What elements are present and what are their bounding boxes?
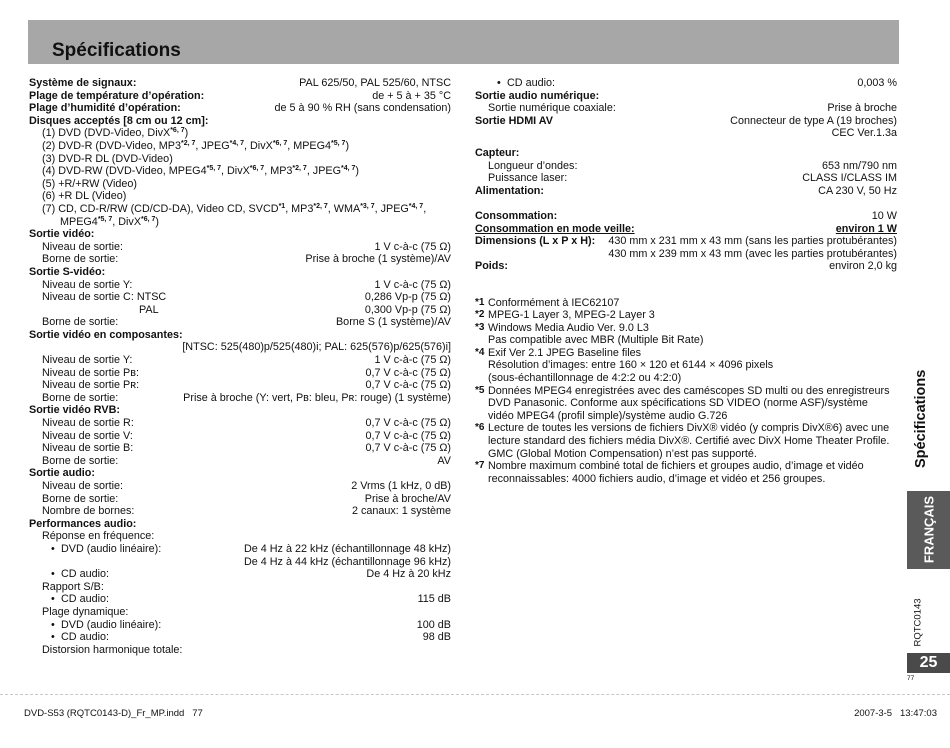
spec-row: Niveau de sortie Pʀ: 0,7 V c-à-c (75 Ω)	[42, 379, 451, 392]
spec-heading: Disques acceptés [8 cm ou 12 cm]:	[29, 114, 209, 127]
footnote-cont: Résolution d’images: entre 160 × 120 et 6144 × 4096 pixels	[488, 359, 774, 372]
footnote: *7 Nombre maximum combiné total de fichiers et groupes audio, d’image et vidéo	[475, 460, 864, 473]
page-title: Spécifications	[52, 40, 181, 61]
title-banner	[28, 20, 899, 64]
spec-row: Plage dynamique:	[42, 605, 129, 618]
footnote-cont: reconnaissables: 4000 fichiers audio, d’image et vidéo et 256 groupes.	[488, 472, 826, 485]
footnote: *6 Lecture de toutes les versions de fichiers DivX® vidéo (y compris DivX®6) avec une	[475, 422, 890, 435]
bullet-icon: •	[51, 542, 55, 555]
spec-row: Plage de température d’opération: de + 5 à + 35 °C	[29, 89, 451, 102]
spec-row: Niveau de sortie R: 0,7 V c-à-c (75 Ω)	[42, 417, 451, 430]
disc-item: (5) +R/+RW (Video)	[42, 177, 138, 190]
spec-row: Sortie HDMI AV Connecteur de type A (19 broches)	[475, 114, 897, 127]
page-number: 25	[907, 653, 950, 673]
spec-row: Longueur d’ondes: 653 nm/790 nm	[488, 159, 897, 172]
spec-row: Plage d’humidité d’opération: de 5 à 90 % RH (sans condensation)	[29, 102, 451, 115]
spec-row: • CD audio: 98 dB	[51, 631, 451, 644]
spec-row: Alimentation: CA 230 V, 50 Hz	[475, 184, 897, 197]
spec-row: • CD audio: De 4 Hz à 20 kHz	[51, 568, 451, 581]
spec-row: Niveau de sortie Pʙ: 0,7 V c-à-c (75 Ω)	[42, 366, 451, 379]
spec-row: Consommation en mode veille: environ 1 W	[475, 222, 897, 235]
spec-row: Niveau de sortie Y: 1 V c-à-c (75 Ω)	[42, 354, 451, 367]
footnotes	[475, 297, 897, 486]
footnote-cont: GMC (Global Motion Compensation) n’est pas supporté.	[488, 447, 757, 460]
spec-row: Niveau de sortie: 1 V c-à-c (75 Ω)	[42, 240, 451, 253]
disc-item-cont: MPEG4$^{*5, 7}$, DivX$^{*6, 7}$)	[60, 215, 160, 228]
footnote: *3 Windows Media Audio Ver. 9.0 L3	[475, 321, 649, 334]
right-column	[475, 77, 897, 485]
disc-item: (3) DVD-R DL (DVD-Video)	[42, 152, 173, 165]
section-tab-label: Spécifications	[913, 369, 929, 468]
footnote-cont: Pas compatible avec MBR (Multiple Bit Rate)	[488, 334, 704, 347]
spec-row: [NTSC: 525(480)p/525(480)i; PAL: 625(576)p/625(576)i]	[182, 341, 451, 354]
footnote: *1 Conformément à IEC62107	[475, 296, 620, 309]
footnote: *4 Exif Ver 2.1 JPEG Baseline files	[475, 346, 642, 359]
bullet-icon: •	[497, 77, 501, 89]
footnote-cont: vidéo MPEG4 (profil simple)/système audio G.726	[488, 409, 728, 422]
spec-row: Niveau de sortie Y: 1 V c-à-c (75 Ω)	[42, 278, 451, 291]
spec-row: Distorsion harmonique totale:	[42, 643, 183, 656]
spec-row: Borne de sortie: Borne S (1 système)/AV	[42, 316, 451, 329]
left-column	[29, 77, 451, 656]
spec-row: Puissance laser: CLASS I/CLASS IM	[488, 172, 897, 185]
spec-row: Borne de sortie: Prise à broche/AV	[42, 492, 451, 505]
disc-item: (2) DVD-R (DVD-Video, MP3$^{*2, 7}$, JPEG$^{*4, 7}$, DivX$^{*6, 7}$, MPEG4$^{*5, 7}$)	[42, 139, 350, 152]
spec-row: 430 mm x 239 mm x 43 mm (avec les parties protubérantes)	[608, 247, 897, 260]
language-tab: FRANÇAIS	[907, 491, 950, 569]
disc-item: (7) CD, CD-R/RW (CD/CD-DA), Video CD, SVCD$^{*1}$, MP3$^{*2, 7}$, WMA$^{*3, 7}$, JPEG$^{*4, 7}$,	[42, 202, 427, 215]
spec-row: Niveau de sortie B: 0,7 V c-à-c (75 Ω)	[42, 442, 451, 455]
disc-item: (4) DVD-RW (DVD-Video, MPEG4$^{*5, 7}$, DivX$^{*6, 7}$, MP3$^{*2, 7}$, JPEG$^{*4, 7}$)	[42, 165, 360, 178]
spec-row: Système de signaux: PAL 625/50, PAL 525/60, NTSC	[29, 77, 451, 89]
spec-heading: Capteur:	[475, 146, 520, 159]
small-page-number: 77	[907, 675, 915, 682]
spec-row: Consommation: 10 W	[475, 209, 897, 222]
spec-heading: Sortie vidéo en composantes:	[29, 328, 183, 341]
bullet-icon: •	[51, 593, 55, 606]
spec-row: Nombre de bornes: 2 canaux: 1 système	[42, 505, 451, 518]
spec-row: Borne de sortie: AV	[42, 454, 451, 467]
footnote-cont: DVD Panasonic. Conforme aux spécifications SD VIDEO (norme ASF)/système	[488, 397, 868, 410]
footnote-cont: (sous-échantillonnage de 4:2:2 ou 4:2:0)	[488, 372, 682, 385]
spec-row: Niveau de sortie C: NTSC 0,286 Vp-p (75 Ω)	[42, 291, 451, 304]
spec-row: De 4 Hz à 44 kHz (échantillonnage 96 kHz)	[243, 555, 451, 568]
spec-row: • DVD (audio linéaire): 100 dB	[51, 618, 451, 631]
disc-item: (1) DVD (DVD-Video, DivX$^{*6, 7}$)	[42, 127, 189, 140]
spec-heading: Performances audio:	[29, 517, 137, 530]
spec-row: Réponse en fréquence:	[42, 530, 155, 543]
spec-row: Borne de sortie: Prise à broche (1 système)/AV	[42, 253, 451, 266]
spec-row: Niveau de sortie V: 0,7 V c-à-c (75 Ω)	[42, 429, 451, 442]
spec-heading: Sortie vidéo:	[29, 228, 95, 241]
spec-row: Rapport S/B:	[42, 580, 104, 593]
footnote: *2 MPEG-1 Layer 3, MPEG-2 Layer 3	[475, 309, 655, 322]
footnote-cont: lecture standard des fichiers média DivX®. Certifié avec DivX Home Theater Profile.	[488, 435, 890, 448]
bullet-icon: •	[51, 618, 55, 631]
spec-row: PAL 0,300 Vp-p (75 Ω)	[139, 303, 451, 316]
spec-row: • CD audio: 115 dB	[51, 593, 451, 606]
spec-row: CEC Ver.1.3a	[831, 127, 897, 140]
footnote: *5 Données MPEG4 enregistrées avec des caméscopes SD multi ou des enregistreurs	[475, 384, 890, 397]
spec-row: • CD audio: 0,003 %	[497, 77, 897, 89]
bullet-icon: •	[51, 568, 55, 581]
spec-heading: Sortie vidéo RVB:	[29, 404, 120, 417]
footer-timestamp: 2007-3-5 13:47:03	[854, 708, 937, 719]
bullet-icon: •	[51, 631, 55, 644]
spec-row: Borne de sortie: Prise à broche (Y: vert, Pʙ: bleu, Pʀ: rouge) (1 système)	[42, 391, 451, 404]
footer-divider	[0, 694, 950, 695]
spec-row: Niveau de sortie: 2 Vrms (1 kHz, 0 dB)	[42, 480, 451, 492]
disc-item: (6) +R DL (Video)	[42, 190, 127, 203]
document-code: RQTC0143	[912, 598, 924, 647]
spec-row: • DVD (audio linéaire): De 4 Hz à 22 kHz (échantillonnage 48 kHz)	[51, 542, 451, 555]
spec-heading: Sortie S-vidéo:	[29, 265, 106, 278]
footer-file: DVD-S53 (RQTC0143-D)_Fr_MP.indd 77	[24, 708, 203, 719]
spec-heading: Sortie audio:	[29, 467, 95, 480]
spec-row: Poids: environ 2,0 kg	[475, 260, 897, 273]
spec-heading: Sortie audio numérique:	[475, 89, 600, 102]
spec-row: Sortie numérique coaxiale: Prise à broche	[488, 102, 897, 115]
spec-row: Dimensions (L x P x H): 430 mm x 231 mm x 43 mm (sans les parties protubérantes)	[475, 235, 897, 248]
